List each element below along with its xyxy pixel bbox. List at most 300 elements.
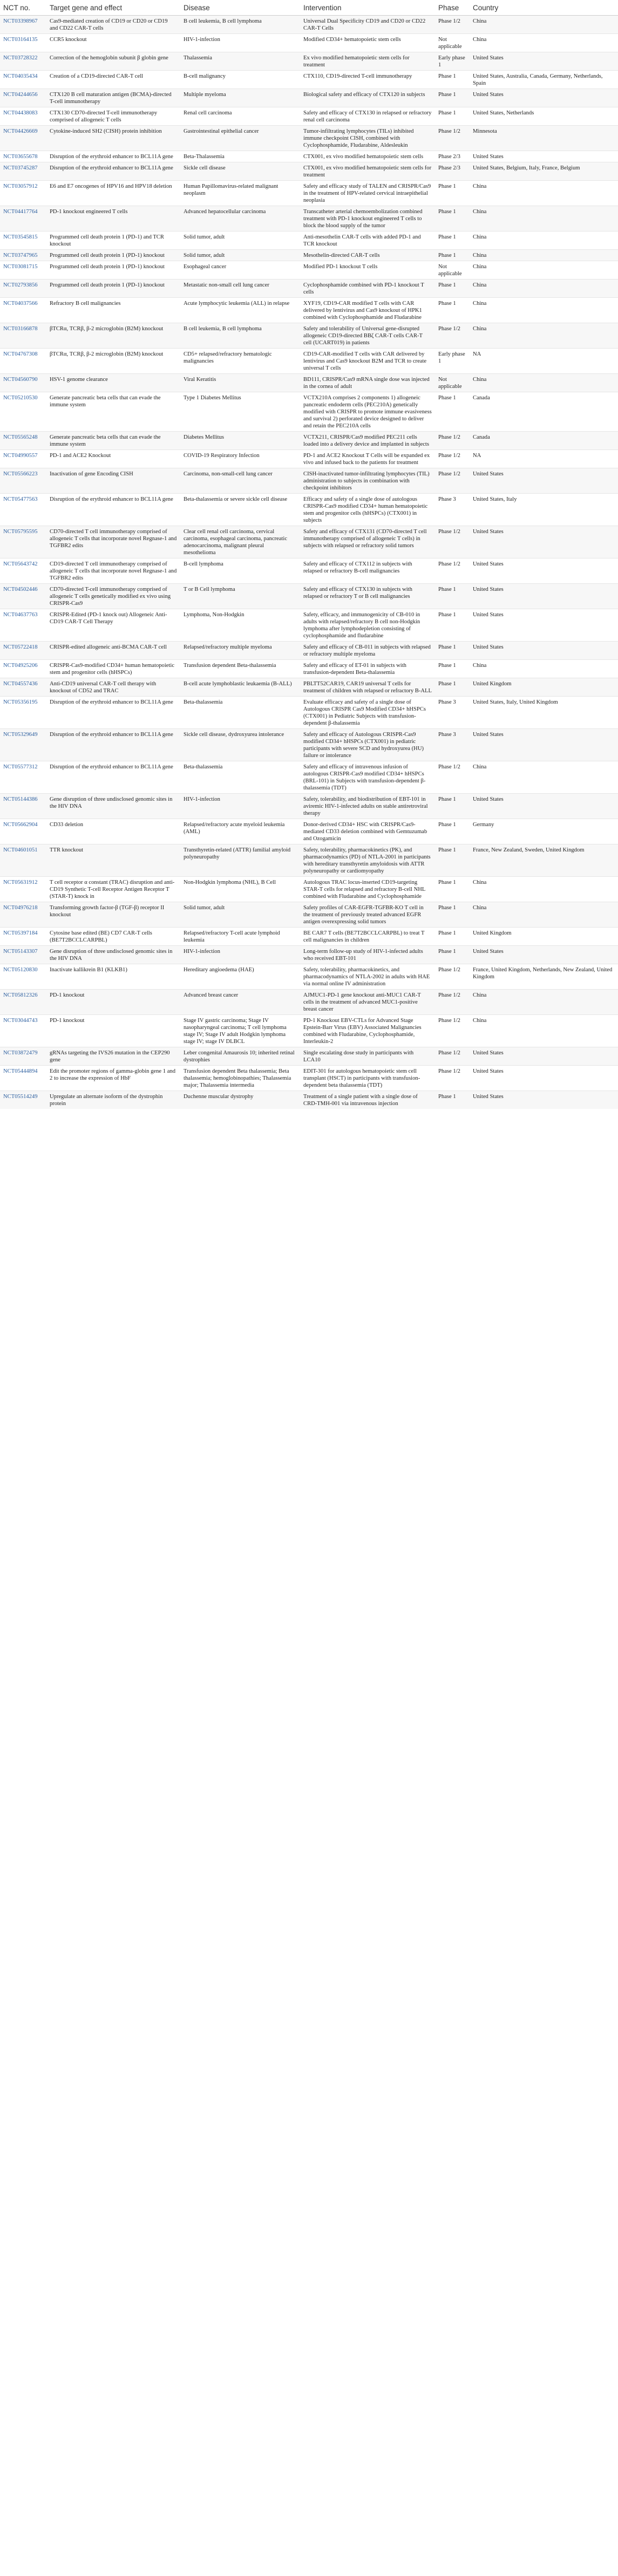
nct-cell[interactable]: NCT05795595 xyxy=(0,526,46,558)
country-cell: United States xyxy=(470,468,618,494)
disease-cell: B-cell acute lymphoblastic leukaemia (B-ALL) xyxy=(180,678,300,697)
nct-cell[interactable]: NCT04560790 xyxy=(0,374,46,392)
target-cell: Upregulate an alternate isoform of the dystrophin protein xyxy=(46,1091,180,1109)
phase-cell: Phase 1/2 xyxy=(435,761,470,794)
nct-cell[interactable]: NCT04037566 xyxy=(0,298,46,323)
nct-cell[interactable]: NCT04601051 xyxy=(0,844,46,877)
nct-cell[interactable]: NCT04244656 xyxy=(0,89,46,107)
country-cell: China xyxy=(470,16,618,34)
nct-cell[interactable]: NCT05397184 xyxy=(0,928,46,946)
intervention-cell: CTX001, ex vivo modified hematopoietic stem cells for treatment xyxy=(300,162,435,181)
table-row xyxy=(0,946,618,964)
table-row xyxy=(0,280,618,298)
phase-cell: Phase 1 xyxy=(435,392,470,432)
disease-cell: HIV-1-infection xyxy=(180,34,300,52)
intervention-cell: Safety and efficacy of intravenous infusion of autologous CRISPR-Cas9 modified CD34+ hHSPCs (BRL-101) in Subjects with transfusion-dependent β-thalassemia (TDT) xyxy=(300,761,435,794)
header-intervention: Intervention xyxy=(300,0,435,16)
intervention-cell: Safety and efficacy of CTX131 (CD70-directed T cell immunotherapy comprised of allogeneic T cells) in subjects with relapsed or refractory solid tumors xyxy=(300,526,435,558)
table-row xyxy=(0,642,618,660)
nct-cell[interactable]: NCT03081715 xyxy=(0,261,46,280)
nct-cell[interactable]: NCT04990557 xyxy=(0,450,46,468)
country-cell: Canada xyxy=(470,392,618,432)
target-cell: Disruption of the erythroid enhancer to BCL11A gene xyxy=(46,162,180,181)
country-cell: United States xyxy=(470,584,618,609)
target-cell: T cell receptor α constant (TRAC) disruption and anti-CD19 Synthetic T-cell Receptor Antigen Receptor T (STAR-T) knock in xyxy=(46,877,180,902)
intervention-cell: AJMUC1-PD-1 gene knockout anti-MUC1 CAR-T cells in the treatment of advanced MUC1-positive breast cancer xyxy=(300,990,435,1015)
country-cell: NA xyxy=(470,349,618,374)
target-cell: CD70-directed T cell immunotherapy comprised of allogeneic T cells that incorporate novel Regnase-1 and TGFBR2 edits xyxy=(46,526,180,558)
header-row xyxy=(0,0,618,16)
country-cell: United States, Netherlands xyxy=(470,107,618,126)
target-cell: E6 and E7 oncogenes of HPV16 and HPV18 deletion xyxy=(46,181,180,206)
table-header xyxy=(0,0,618,16)
country-cell: United States, Italy, United Kingdom xyxy=(470,697,618,729)
table-row xyxy=(0,678,618,697)
nct-cell[interactable]: NCT03057912 xyxy=(0,181,46,206)
nct-cell[interactable]: NCT05477563 xyxy=(0,494,46,526)
table-row xyxy=(0,902,618,928)
nct-cell[interactable]: NCT05722418 xyxy=(0,642,46,660)
disease-cell: Relapsed/refractory acute myeloid leukemia (AML) xyxy=(180,819,300,844)
target-cell: TTR knockout xyxy=(46,844,180,877)
intervention-cell: CTX110, CD19-directed T-cell immunotherapy xyxy=(300,71,435,89)
table-row xyxy=(0,1047,618,1066)
disease-cell: Non-Hodgkin lymphoma (NHL), B Cell xyxy=(180,877,300,902)
disease-cell: Advanced hepatocellular carcinoma xyxy=(180,206,300,231)
phase-cell: Phase 1/2 xyxy=(435,526,470,558)
phase-cell: Phase 1/2 xyxy=(435,990,470,1015)
table-row xyxy=(0,349,618,374)
table-row xyxy=(0,794,618,819)
target-cell: Gene disruption of three undisclosed genomic sites in the HIV DNA xyxy=(46,794,180,819)
disease-cell: Type 1 Diabetes Mellitus xyxy=(180,392,300,432)
table-row xyxy=(0,558,618,584)
target-cell: PD-1 knockout xyxy=(46,1015,180,1047)
intervention-cell: Single escalating dose study in participants with LCA10 xyxy=(300,1047,435,1066)
table-row xyxy=(0,990,618,1015)
nct-cell[interactable]: NCT02793856 xyxy=(0,280,46,298)
intervention-cell: PD-1 and ACE2 Knockout T Cells will be expanded ex vivo and infused back to the patients for treatment xyxy=(300,450,435,468)
intervention-cell: Modified CD34+ hematopoietic stem cells xyxy=(300,34,435,52)
intervention-cell: Safety and efficacy of ET-01 in subjects with transfusion-dependent Beta-thalassemia xyxy=(300,660,435,678)
header-nct: NCT no. xyxy=(0,0,46,16)
phase-cell: Phase 3 xyxy=(435,729,470,761)
phase-cell: Phase 2/3 xyxy=(435,151,470,162)
disease-cell: Clear cell renal cell carcinoma, cervical carcinoma, esophageal carcinoma, pancreatic adenocarcinoma, malignant pleural mesothelioma xyxy=(180,526,300,558)
target-cell: Programmed cell death protein 1 (PD-1) knockout xyxy=(46,280,180,298)
table-row xyxy=(0,231,618,250)
disease-cell: Stage IV gastric carcinoma; Stage IV nasopharyngeal carcinoma; T cell lymphoma stage IV; Stage IV adult Hodgkin lymphoma stage IV; stage IV DLBCL xyxy=(180,1015,300,1047)
country-cell: United States xyxy=(470,558,618,584)
intervention-cell: PD-1 Knockout EBV-CTLs for Advanced Stage Epstein-Barr Virus (EBV) Associated Malignancies combined with Fludarabine, Cyclophosphamide, Interleukin-2 xyxy=(300,1015,435,1047)
phase-cell: Not applicable xyxy=(435,374,470,392)
country-cell: NA xyxy=(470,450,618,468)
intervention-cell: Efficacy and safety of a single dose of autologous CRISPR-Cas9 modified CD34+ human hematopoietic stem and progenitor cells (hHSPCs) (CTX001) in subjects xyxy=(300,494,435,526)
table-row xyxy=(0,206,618,231)
disease-cell: Gastrointestinal epithelial cancer xyxy=(180,126,300,151)
phase-cell: Phase 1 xyxy=(435,206,470,231)
header-country: Country xyxy=(470,0,618,16)
phase-cell: Phase 1 xyxy=(435,298,470,323)
disease-cell: Thalassemia xyxy=(180,52,300,71)
phase-cell: Phase 3 xyxy=(435,494,470,526)
disease-cell: Beta-thalassemia or severe sickle cell disease xyxy=(180,494,300,526)
table-row xyxy=(0,52,618,71)
country-cell: China xyxy=(470,761,618,794)
target-cell: Creation of a CD19-directed CAR-T cell xyxy=(46,71,180,89)
country-cell: United States xyxy=(470,642,618,660)
phase-cell: Phase 1 xyxy=(435,250,470,261)
disease-cell: HIV-1-infection xyxy=(180,794,300,819)
country-cell: Minnesota xyxy=(470,126,618,151)
nct-cell[interactable]: NCT05643742 xyxy=(0,558,46,584)
country-cell: France, United Kingdom, Netherlands, New Zealand, United Kingdom xyxy=(470,964,618,990)
target-cell: CTX120 B cell maturation antigen (BCMA)-directed T-cell immunotherapy xyxy=(46,89,180,107)
phase-cell: Phase 1 xyxy=(435,181,470,206)
country-cell: United Kingdom xyxy=(470,678,618,697)
header-disease: Disease xyxy=(180,0,300,16)
country-cell: France, New Zealand, Sweden, United Kingdom xyxy=(470,844,618,877)
nct-cell[interactable]: NCT05514249 xyxy=(0,1091,46,1109)
nct-cell[interactable]: NCT05565248 xyxy=(0,432,46,450)
disease-cell: Solid tumor, adult xyxy=(180,231,300,250)
nct-cell[interactable]: NCT05329649 xyxy=(0,729,46,761)
intervention-cell: PBLTT52CAR19, CAR19 universal T cells for treatment of children with relapsed or refractory B-ALL xyxy=(300,678,435,697)
disease-cell: Esophageal cancer xyxy=(180,261,300,280)
target-cell: CRISPR-Cas9-modified CD34+ human hematopoietic stem and progenitor cells (hHSPCs) xyxy=(46,660,180,678)
disease-cell: Diabetes Mellitus xyxy=(180,432,300,450)
phase-cell: Phase 1 xyxy=(435,877,470,902)
nct-cell[interactable]: NCT03745287 xyxy=(0,162,46,181)
nct-cell[interactable]: NCT04438083 xyxy=(0,107,46,126)
table-row xyxy=(0,323,618,349)
disease-cell: Solid tumor, adult xyxy=(180,250,300,261)
intervention-cell: Ex vivo modified hematopoietic stem cells for treatment xyxy=(300,52,435,71)
phase-cell: Phase 1 xyxy=(435,280,470,298)
disease-cell: B-cell lymphoma xyxy=(180,558,300,584)
target-cell: CRISPR-Edited (PD-1 knock out) Allogeneic Anti-CD19 CAR-T Cell Therapy xyxy=(46,609,180,642)
phase-cell: Phase 1 xyxy=(435,844,470,877)
phase-cell: Phase 1/2 xyxy=(435,964,470,990)
nct-cell[interactable]: NCT03164135 xyxy=(0,34,46,52)
intervention-cell: Autologous TRAC locus-inserted CD19-targeting STAR-T cells for relapsed and refractory B-cell NHL combined with Fludarabine and Cyclophosphamide xyxy=(300,877,435,902)
intervention-cell: Safety profiles of CAR-EGFR-TGFBR-KO T cell in the treatment of previously treated advanced EGFR antigen overexpressing solid tumors xyxy=(300,902,435,928)
intervention-cell: Evaluate efficacy and safety of a single dose of Autologous CRISPR Cas9 Modified CD34+ hHSPCs (CTX001) in Pediatric Subjects with transfusion-dependent β-thalassemia xyxy=(300,697,435,729)
nct-cell[interactable]: NCT05631912 xyxy=(0,877,46,902)
target-cell: Disruption of the erythroid enhancer to BCL11A gene xyxy=(46,151,180,162)
country-cell: China xyxy=(470,660,618,678)
nct-cell[interactable]: NCT05812326 xyxy=(0,990,46,1015)
table-row xyxy=(0,374,618,392)
nct-cell[interactable]: NCT05444894 xyxy=(0,1066,46,1091)
table-row xyxy=(0,298,618,323)
phase-cell: Phase 1 xyxy=(435,678,470,697)
phase-cell: Phase 1 xyxy=(435,107,470,126)
country-cell: China xyxy=(470,206,618,231)
nct-cell[interactable]: NCT03747965 xyxy=(0,250,46,261)
target-cell: Inactivate kallikrein B1 (KLKB1) xyxy=(46,964,180,990)
country-cell: China xyxy=(470,323,618,349)
disease-cell: Lymphoma, Non-Hodgkin xyxy=(180,609,300,642)
target-cell: PD-1 and ACE2 Knockout xyxy=(46,450,180,468)
phase-cell: Phase 1 xyxy=(435,89,470,107)
country-cell: United States xyxy=(470,1047,618,1066)
disease-cell: Viral Keratitis xyxy=(180,374,300,392)
disease-cell: Beta-thalassemia xyxy=(180,697,300,729)
nct-cell[interactable]: NCT03044743 xyxy=(0,1015,46,1047)
country-cell: United States xyxy=(470,729,618,761)
target-cell: Disruption of the erythroid enhancer to BCL11A gene xyxy=(46,729,180,761)
phase-cell: Phase 1 xyxy=(435,642,470,660)
disease-cell: Leber congenital Amaurosis 10; inherited retinal dystrophies xyxy=(180,1047,300,1066)
phase-cell: Phase 1 xyxy=(435,1091,470,1109)
disease-cell: Beta-Thalassemia xyxy=(180,151,300,162)
country-cell: China xyxy=(470,902,618,928)
phase-cell: Phase 1/2 xyxy=(435,468,470,494)
country-cell: United States xyxy=(470,794,618,819)
intervention-cell: Safety and efficacy study of TALEN and CRISPR/Cas9 in the treatment of HPV-related cervical intraepithelial neoplasia xyxy=(300,181,435,206)
disease-cell: Acute lymphocytic leukemia (ALL) in relapse xyxy=(180,298,300,323)
table-row xyxy=(0,1066,618,1091)
target-cell: CRISPR-edited allogeneic anti-BCMA CAR-T cell xyxy=(46,642,180,660)
disease-cell: HIV-1-infection xyxy=(180,946,300,964)
country-cell: United States xyxy=(470,89,618,107)
phase-cell: Not applicable xyxy=(435,34,470,52)
phase-cell: Phase 1 xyxy=(435,794,470,819)
clinical-trials-table xyxy=(0,0,618,1109)
target-cell: βTCRα, TCRβ, β-2 microglobin (B2M) knockout xyxy=(46,349,180,374)
phase-cell: Phase 1/2 xyxy=(435,323,470,349)
intervention-cell: EDIT-301 for autologous hematopoietic stem cell transplant (HSCT) in participants with transfusion-dependent beta thalassemia (TDT) xyxy=(300,1066,435,1091)
target-cell: CTX130 CD70-directed T-cell immunotherapy comprised of allogeneic T cells xyxy=(46,107,180,126)
disease-cell: B cell leukemia, B cell lymphoma xyxy=(180,323,300,349)
table-row xyxy=(0,392,618,432)
target-cell: Disruption of the erythroid enhancer to BCL11A gene xyxy=(46,494,180,526)
intervention-cell: Safety and efficacy of CTX130 in subjects with relapsed or refractory T or B cell malignancies xyxy=(300,584,435,609)
intervention-cell: BD111, CRISPR/Cas9 mRNA single dose was injected in the cornea of adult xyxy=(300,374,435,392)
target-cell: Generate pancreatic beta cells that can evade the immune system xyxy=(46,432,180,450)
intervention-cell: CTX001, ex vivo modified hematopoietic stem cells xyxy=(300,151,435,162)
table-row xyxy=(0,261,618,280)
table-row xyxy=(0,89,618,107)
intervention-cell: Safety and tolerability of Universal gene-disrupted allogeneic CD19-directed BBζ CAR-T cells CAR-T cell (UCART019) in patients xyxy=(300,323,435,349)
target-cell: Disruption of the erythroid enhancer to BCL11A gene xyxy=(46,697,180,729)
target-cell: Inactivation of gene Encoding CISH xyxy=(46,468,180,494)
nct-cell[interactable]: NCT05356195 xyxy=(0,697,46,729)
intervention-cell: CISH-inactivated tumor-infiltrating lymphocytes (TIL) administration to subjects in combination with checkpoint inhibitors xyxy=(300,468,435,494)
nct-cell[interactable]: NCT04767308 xyxy=(0,349,46,374)
disease-cell: Relapsed/refractory multiple myeloma xyxy=(180,642,300,660)
table-row xyxy=(0,71,618,89)
table-row xyxy=(0,819,618,844)
disease-cell: B-cell malignancy xyxy=(180,71,300,89)
intervention-cell: Cyclophosphamide combined with PD-1 knockout T cells xyxy=(300,280,435,298)
table-row xyxy=(0,181,618,206)
target-cell: Gene disruption of three undisclosed genomic sites in the HIV DNA xyxy=(46,946,180,964)
table-body xyxy=(0,16,618,1109)
country-cell: United Kingdom xyxy=(470,928,618,946)
phase-cell: Not applicable xyxy=(435,261,470,280)
disease-cell: CD5+ relapsed/refractory hematologic malignancies xyxy=(180,349,300,374)
phase-cell: Phase 1 xyxy=(435,71,470,89)
nct-cell[interactable]: NCT03728322 xyxy=(0,52,46,71)
table-row xyxy=(0,1015,618,1047)
phase-cell: Phase 1/2 xyxy=(435,1066,470,1091)
nct-cell[interactable]: NCT03545815 xyxy=(0,231,46,250)
disease-cell: Duchenne muscular dystrophy xyxy=(180,1091,300,1109)
country-cell: United States, Belgium, Italy, France, Belgium xyxy=(470,162,618,181)
nct-cell[interactable]: NCT05210530 xyxy=(0,392,46,432)
table-row xyxy=(0,432,618,450)
country-cell: Germany xyxy=(470,819,618,844)
target-cell: Disruption of the erythroid enhancer to BCL11A gene xyxy=(46,761,180,794)
nct-cell[interactable]: NCT04637763 xyxy=(0,609,46,642)
nct-cell[interactable]: NCT04976218 xyxy=(0,902,46,928)
intervention-cell: Safety, tolerability, pharmacokinetics, and pharmacodynamics of NTLA-2002 in adults with HAE via normal online IV administration xyxy=(300,964,435,990)
intervention-cell: Universal Dual Specificity CD19 and CD20 or CD22 CAR-T Cells xyxy=(300,16,435,34)
table-row xyxy=(0,16,618,34)
country-cell: United States xyxy=(470,526,618,558)
target-cell: Edit the promoter regions of gamma-globin gene 1 and 2 to increase the expression of HbF xyxy=(46,1066,180,1091)
intervention-cell: VCTX211, CRISPR/Cas9 modified PEC211 cells loaded into a delivery device and implanted in subjects xyxy=(300,432,435,450)
phase-cell: Phase 1/2 xyxy=(435,558,470,584)
country-cell: China xyxy=(470,877,618,902)
disease-cell: Transfusion dependent Beta-thalassemia xyxy=(180,660,300,678)
target-cell: CD33 deletion xyxy=(46,819,180,844)
intervention-cell: Biological safety and efficacy of CTX120 in subjects xyxy=(300,89,435,107)
target-cell: PD-1 knockout engineered T cells xyxy=(46,206,180,231)
intervention-cell: XYF19, CD19-CAR modified T cells with CAR delivered by lentivirus and Cas9 knockout of HPK1 combined with Cyclophosphamide and Fludarabine xyxy=(300,298,435,323)
nct-cell[interactable]: NCT04417764 xyxy=(0,206,46,231)
disease-cell: T or B Cell lymphoma xyxy=(180,584,300,609)
nct-cell[interactable]: NCT05662904 xyxy=(0,819,46,844)
country-cell: China xyxy=(470,250,618,261)
disease-cell: B cell leukemia, B cell lymphoma xyxy=(180,16,300,34)
nct-cell[interactable]: NCT05577312 xyxy=(0,761,46,794)
disease-cell: Transthyretin-related (ATTR) familial amyloid polyneuropathy xyxy=(180,844,300,877)
phase-cell: Phase 3 xyxy=(435,697,470,729)
nct-cell[interactable]: NCT03655678 xyxy=(0,151,46,162)
nct-cell[interactable]: NCT05143307 xyxy=(0,946,46,964)
table-row xyxy=(0,250,618,261)
target-cell: Programmed cell death protein 1 (PD-1) and TCR knockout xyxy=(46,231,180,250)
disease-cell: Transfusion dependent Beta thalassemia; Beta thalassemia; hemoglobinopathies; Thalassemia major; Thalassemia intermedia xyxy=(180,1066,300,1091)
country-cell: United States, Italy xyxy=(470,494,618,526)
phase-cell: Phase 1 xyxy=(435,609,470,642)
table-row xyxy=(0,729,618,761)
table-row xyxy=(0,697,618,729)
target-cell: PD-1 knockout xyxy=(46,990,180,1015)
phase-cell: Phase 1 xyxy=(435,819,470,844)
disease-cell: Metastatic non-small cell lung cancer xyxy=(180,280,300,298)
header-phase: Phase xyxy=(435,0,470,16)
nct-cell[interactable]: NCT05144386 xyxy=(0,794,46,819)
table-row xyxy=(0,126,618,151)
intervention-cell: Safety, tolerability, and biodistribution of EBT-101 in aviremic HIV-1-infected adults on stable antiretroviral therapy xyxy=(300,794,435,819)
nct-cell[interactable]: NCT05120830 xyxy=(0,964,46,990)
target-cell: Cytokine-induced SH2 (CISH) protein inhibition xyxy=(46,126,180,151)
nct-cell[interactable]: NCT04426669 xyxy=(0,126,46,151)
nct-cell[interactable]: NCT04925206 xyxy=(0,660,46,678)
table-row xyxy=(0,450,618,468)
target-cell: Transforming growth factor-β (TGF-β) receptor II knockout xyxy=(46,902,180,928)
disease-cell: Hereditary angioedema (HAE) xyxy=(180,964,300,990)
disease-cell: Carcinoma, non-small-cell lung cancer xyxy=(180,468,300,494)
table-row xyxy=(0,761,618,794)
country-cell: United States, Australia, Canada, Germany, Netherlands, Spain xyxy=(470,71,618,89)
country-cell: United States xyxy=(470,52,618,71)
table-row xyxy=(0,151,618,162)
phase-cell: Phase 1 xyxy=(435,902,470,928)
target-cell: Cytosine base edited (BE) CD7 CAR-T cells (BE7T2BCCLCARPBL) xyxy=(46,928,180,946)
intervention-cell: Anti-mesothelin CAR-T cells with added PD-1 and TCR knockout xyxy=(300,231,435,250)
disease-cell: Relapsed/refractory T-cell acute lymphoid leukemia xyxy=(180,928,300,946)
nct-cell[interactable]: NCT03398967 xyxy=(0,16,46,34)
disease-cell: Beta-thalassemia xyxy=(180,761,300,794)
disease-cell: Human Papillomavirus-related malignant neoplasm xyxy=(180,181,300,206)
intervention-cell: BE CAR7 T cells (BE7T2BCCLCARPBL) to treat T cell malignancies in children xyxy=(300,928,435,946)
phase-cell: Phase 2/3 xyxy=(435,162,470,181)
country-cell: United States xyxy=(470,609,618,642)
nct-cell[interactable]: NCT03166878 xyxy=(0,323,46,349)
country-cell: China xyxy=(470,374,618,392)
phase-cell: Early phase 1 xyxy=(435,52,470,71)
intervention-cell: Donor-derived CD34+ HSC with CRISPR/Cas9-mediated CD33 deletion combined with Gemtuzumab and Ozogamicin xyxy=(300,819,435,844)
phase-cell: Phase 1/2 xyxy=(435,16,470,34)
disease-cell: Renal cell carcinoma xyxy=(180,107,300,126)
intervention-cell: Transcatheter arterial chemoembolization combined treatment with PD-1 knockout engineered T cells to block the blood supply of the tumor xyxy=(300,206,435,231)
nct-cell[interactable]: NCT04502446 xyxy=(0,584,46,609)
target-cell: Programmed cell death protein 1 (PD-1) knockout xyxy=(46,250,180,261)
table-row xyxy=(0,660,618,678)
intervention-cell: Safety, efficacy, and immunogenicity of CB-010 in adults with relapsed/refractory B cell non-Hodgkin lymphoma after lymphodepletion consisting of cyclophosphamide and fludarabine xyxy=(300,609,435,642)
disease-cell: Multiple myeloma xyxy=(180,89,300,107)
nct-cell[interactable]: NCT04035434 xyxy=(0,71,46,89)
target-cell: Anti-CD19 universal CAR-T cell therapy with knockout of CD52 and TRAC xyxy=(46,678,180,697)
target-cell: HSV-1 genome clearance xyxy=(46,374,180,392)
phase-cell: Phase 1 xyxy=(435,946,470,964)
nct-cell[interactable]: NCT03872479 xyxy=(0,1047,46,1066)
target-cell: gRNAs targeting the IVS26 mutation in the CEP290 gene xyxy=(46,1047,180,1066)
nct-cell[interactable]: NCT05566223 xyxy=(0,468,46,494)
phase-cell: Phase 1/2 xyxy=(435,432,470,450)
intervention-cell: Modified PD-1 knockout T cells xyxy=(300,261,435,280)
country-cell: China xyxy=(470,1015,618,1047)
target-cell: βTCRα, TCRβ, β-2 microglobin (B2M) knockout xyxy=(46,323,180,349)
table-row xyxy=(0,844,618,877)
table-row xyxy=(0,584,618,609)
intervention-cell: VCTX210A comprises 2 components 1) allogeneic pancreatic endoderm cells (PEC210A) genetically modified with CRISPR to promote immune evasiveness and survival 2) perforated device designed to deliver and retain the PEC210A cells xyxy=(300,392,435,432)
country-cell: China xyxy=(470,231,618,250)
disease-cell: COVID-19 Respiratory Infection xyxy=(180,450,300,468)
country-cell: China xyxy=(470,280,618,298)
target-cell: Generate pancreatic beta cells that can evade the immune system xyxy=(46,392,180,432)
phase-cell: Phase 1 xyxy=(435,231,470,250)
intervention-cell: Mesothelin-directed CAR-T cells xyxy=(300,250,435,261)
disease-cell: Sickle cell disease xyxy=(180,162,300,181)
phase-cell: Early phase 1 xyxy=(435,349,470,374)
phase-cell: Phase 1/2 xyxy=(435,126,470,151)
table-row xyxy=(0,964,618,990)
country-cell: China xyxy=(470,990,618,1015)
nct-cell[interactable]: NCT04557436 xyxy=(0,678,46,697)
phase-cell: Phase 1 xyxy=(435,584,470,609)
intervention-cell: Safety, tolerability, pharmacokinetics (PK), and pharmacodynamics (PD) of NTLA-2001 in participants with hereditary transthyretin amyloidosis with ATTR polyneuropathy or cardiomyopathy xyxy=(300,844,435,877)
country-cell: Canada xyxy=(470,432,618,450)
target-cell: CD19-directed T cell immunotherapy comprised of allogeneic T cells that incorporate novel Regnase-1 and TGFBR2 edits xyxy=(46,558,180,584)
intervention-cell: Long-term follow-up study of HIV-1-infected adults who received EBT-101 xyxy=(300,946,435,964)
intervention-cell: Tumor-infiltrating lymphocytes (TILs) inhibited immune checkpoint CISH, combined with Cyclophosphamide, Fludarabine, Aldesleukin xyxy=(300,126,435,151)
